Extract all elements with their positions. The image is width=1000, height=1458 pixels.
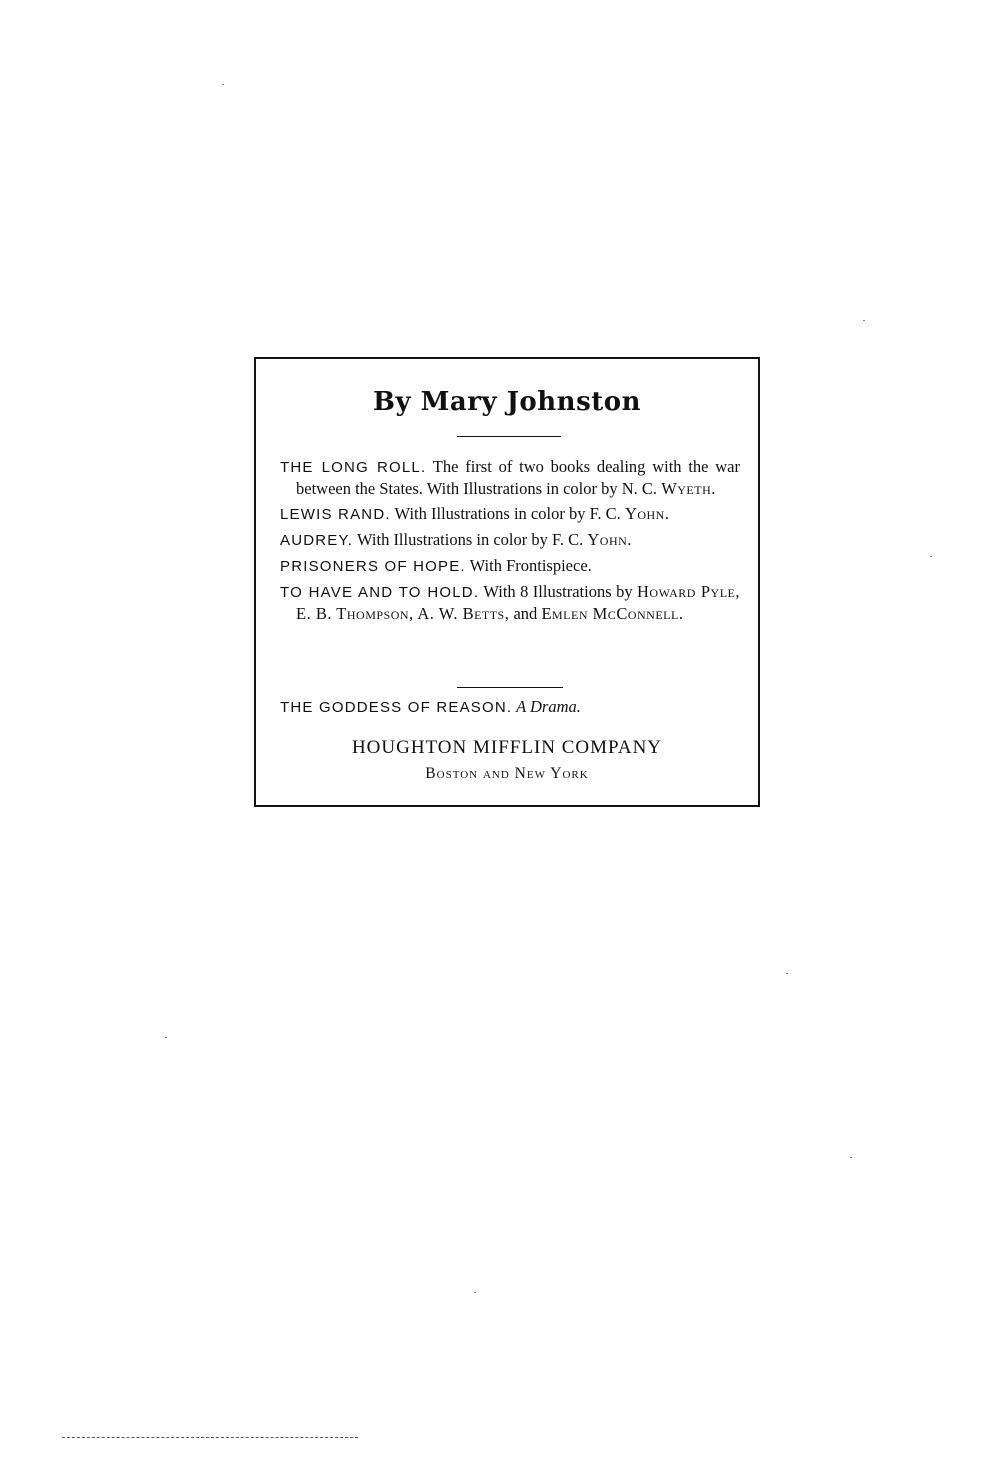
punctuation: . [711, 479, 716, 498]
punctuation: . [664, 504, 669, 523]
heading: By Mary Johnston [373, 387, 641, 417]
advertisement-box [254, 357, 760, 807]
illustrator-name: Wyeth [661, 479, 712, 498]
book-genre: A Drama. [512, 697, 581, 716]
illustrator-name: Emlen McConnell [541, 604, 679, 623]
book-list [280, 456, 740, 628]
divider-top [457, 436, 561, 437]
drama-list [280, 696, 740, 722]
book-entry [280, 456, 740, 499]
scan-speck [786, 973, 788, 974]
illustrator-name: Yohn [587, 530, 628, 549]
illustrator-names: Howard Pyle, E. B. Thompson, A. W. Betts, [296, 582, 740, 623]
illustrator-name: Yohn [624, 504, 665, 523]
book-description: With Illustrations in color by F. C. [353, 530, 588, 549]
scan-speck [863, 320, 865, 321]
publisher-name: HOUGHTON MIFFLIN COMPANY [351, 737, 663, 758]
divider-middle [457, 687, 563, 688]
scan-artifact-line [62, 1437, 358, 1438]
punctuation: . [627, 530, 632, 549]
book-title: AUDREY. [280, 532, 354, 549]
book-entry [280, 529, 740, 551]
scan-speck [165, 1037, 167, 1038]
book-description: The first of two books dealing with the war between the States. With Illustrations in color by N. C. [296, 457, 740, 498]
scan-speck [850, 1157, 852, 1158]
book-title: PRISONERS OF HOPE. [280, 558, 466, 575]
book-description: With 8 Illustrations by [479, 582, 638, 601]
book-title: LEWIS RAND. [280, 506, 391, 523]
book-entry [280, 581, 740, 624]
publisher-cities: Boston and New York [425, 765, 589, 782]
book-title: THE LONG ROLL. [280, 459, 427, 476]
book-description: With Frontispiece. [465, 556, 592, 575]
scan-speck [930, 556, 932, 557]
punctuation: . [678, 604, 683, 623]
book-entry [280, 555, 740, 577]
book-title: THE GODDESS OF REASON. [280, 699, 513, 716]
scan-speck [222, 84, 224, 85]
conjunction: and [509, 604, 542, 623]
scan-speck [474, 1292, 476, 1293]
book-description: With Illustrations in color by F. C. [390, 504, 625, 523]
book-entry [280, 696, 740, 718]
book-title: TO HAVE AND TO HOLD. [280, 584, 480, 601]
book-entry [280, 503, 740, 525]
